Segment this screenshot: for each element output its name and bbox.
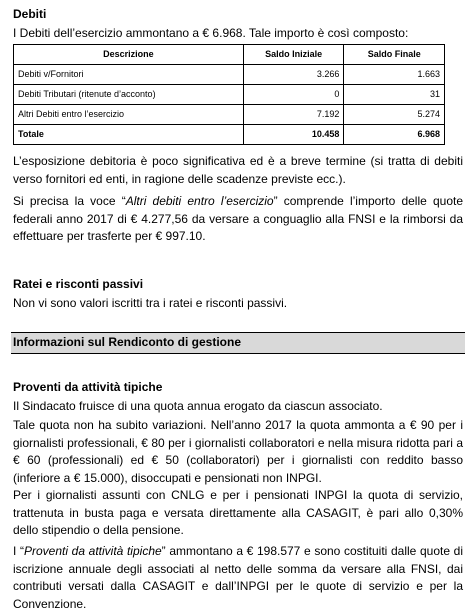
p2-text-a: Si precisa la voce “ (13, 194, 126, 208)
proventi-heading: Proventi da attività tipiche (13, 380, 163, 394)
debiti-paragraph-2 (13, 193, 463, 246)
cell-iniziale: 3.266 (243, 65, 344, 85)
ratei-text: Non vi sono valori iscritti tra i ratei e risconti passivi. (13, 296, 288, 310)
p4-text-b: ” ammontano a € 198.577 e sono costituiti dalle quote di iscrizione annuale degli associati al netto delle somma da versare alla FNSI, dai contributi versati dalla CASAGIT e dall’INPGI per le quote di servizio e per la Convenzione. (13, 544, 463, 611)
debiti-heading: Debiti (13, 7, 47, 21)
col-saldo-iniziale: Saldo Iniziale (243, 45, 344, 65)
table-row (14, 85, 445, 105)
p2-italic: Altri debiti entro l’esercizio (125, 194, 274, 208)
cell-desc: Debiti v/Fornitori (14, 65, 244, 85)
cell-iniziale: 7.192 (243, 105, 344, 125)
cell-finale: 5.274 (344, 105, 445, 125)
proventi-paragraph-1: Il Sindacato fruisce di una quota annua erogato da ciascun associato. (13, 399, 383, 413)
p4-text-a: I “ (13, 544, 24, 558)
cell-iniziale: 10.458 (243, 125, 344, 145)
cell-desc: Debiti Tributari (ritenute d’acconto) (14, 85, 244, 105)
cell-iniziale: 0 (243, 85, 344, 105)
cell-desc: Totale (14, 125, 244, 145)
table-row (14, 105, 445, 125)
debiti-paragraph-1: L’esposizione debitoria è poco significativa ed è a breve termine (si tratta di debiti verso fornitori ed enti, in ragione delle scadenze previste ecc.). (13, 154, 463, 186)
col-saldo-finale: Saldo Finale (344, 45, 445, 65)
cell-desc: Altri Debiti entro l’esercizio (14, 105, 244, 125)
ratei-heading: Ratei e risconti passivi (13, 277, 144, 291)
cell-finale: 31 (344, 85, 445, 105)
debiti-table (13, 44, 445, 145)
col-descrizione: Descrizione (14, 45, 244, 65)
proventi-paragraph-3: Per i giornalisti assunti con CNLG e per i pensionati INPGI la quota di servizio, trattenuta in busta paga e versata direttamente alla CASAGIT, è pari allo 0,30% dello stipendio o della pensione. (13, 488, 463, 537)
table-total-row (14, 125, 445, 145)
table-header-row (14, 45, 445, 65)
cell-finale: 6.968 (344, 125, 445, 145)
proventi-paragraph-2: Tale quota non ha subito variazioni. Nell’anno 2017 la quota ammonta a € 90 per i giornalisti professionali, € 80 per i giornalisti collaboratori e nella misura ridotta pari a € 60 (professionali) ed € 50 (collaboratori) per i giornalisti con reddito basso (inferiore a € 15.000), disoccupati e pensionati non INPGI. (13, 418, 463, 485)
p4-italic: Proventi da attività tipiche (23, 544, 162, 558)
section-band: Informazioni sul Rendiconto di gestione (11, 332, 465, 354)
cell-finale: 1.663 (344, 65, 445, 85)
table-row (14, 65, 445, 85)
proventi-paragraph-4 (13, 543, 463, 613)
p2-text-b: ” comprende l’importo delle quote federali anno 2017 di € 4.277,56 da versare a conguaglio alla FNSI e la rimborsi da effettuare per trasferte per € 997.10. (13, 194, 464, 243)
debiti-intro: I Debiti dell’esercizio ammontano a € 6.968. Tale importo è così composto: (13, 26, 409, 40)
